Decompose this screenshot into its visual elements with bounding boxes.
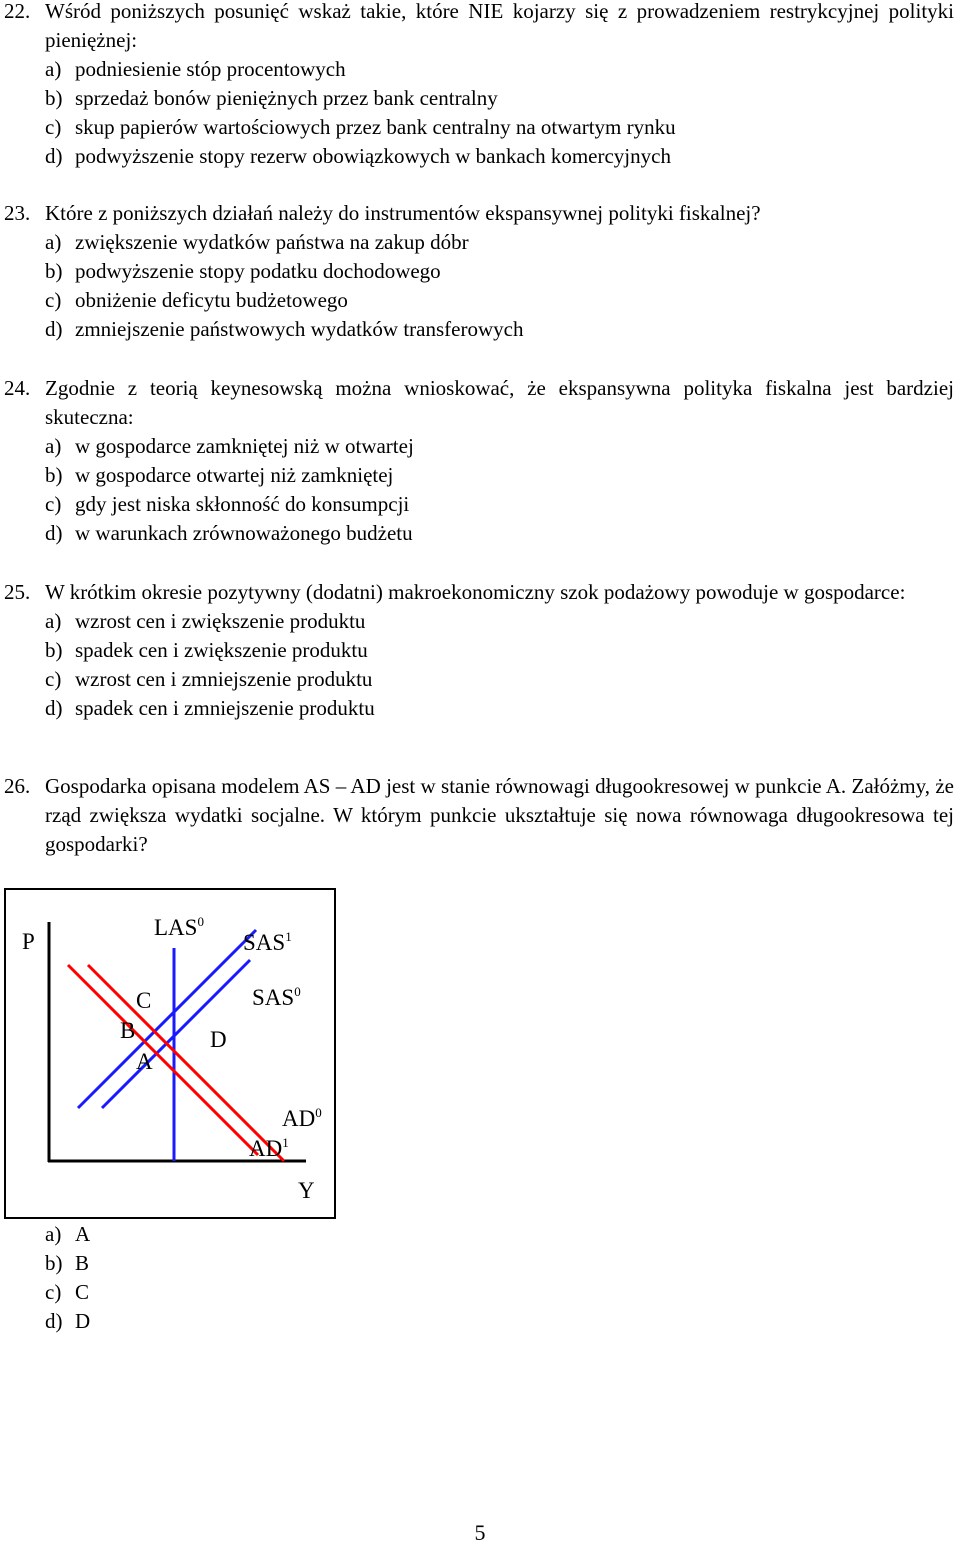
sas1-line (78, 930, 256, 1108)
sas1-label (243, 930, 292, 954)
answer-option (45, 55, 954, 84)
answer-option (45, 315, 954, 344)
point-a-label: A (136, 1049, 153, 1074)
question-26-options (0, 1220, 954, 1336)
answer-option (45, 607, 954, 636)
ad0-label-sup: 0 (315, 1105, 322, 1120)
option-text: wzrost cen i zmniejszenie produktu (75, 667, 373, 691)
option-text: w warunkach zrównoważonego budżetu (75, 521, 413, 545)
question-text: W krótkim okresie pozytywny (dodatni) makroekonomiczny szok podażowy powoduje w gospodarce: (45, 580, 906, 604)
sas1-label-base: SAS (243, 930, 286, 955)
option-text: w gospodarce otwartej niż zamkniętej (75, 463, 394, 487)
option-letter: b) (45, 259, 63, 283)
question-text: Które z poniższych działań należy do instrumentów ekspansywnej polityki fiskalnej? (45, 201, 761, 225)
point-b-label: B (120, 1018, 136, 1043)
option-letter: d) (45, 1309, 63, 1333)
option-letter: d) (45, 521, 63, 545)
as-ad-diagram (4, 888, 336, 1219)
option-text: spadek cen i zwiększenie produktu (75, 638, 368, 662)
option-text: B (75, 1251, 90, 1275)
ad0-label (282, 1106, 322, 1130)
option-text: podniesienie stóp procentowych (75, 57, 346, 81)
sas1-label-sup: 1 (285, 929, 292, 944)
answer-option (45, 665, 954, 694)
point-d-label: D (210, 1027, 227, 1052)
option-letter: c) (45, 492, 62, 516)
option-text: zmniejszenie państwowych wydatków transferowych (75, 317, 524, 341)
question-22 (0, 0, 954, 171)
question-number: 22. (4, 0, 31, 23)
option-letter: a) (45, 57, 62, 81)
option-text: obniżenie deficytu budżetowego (75, 288, 348, 312)
question-23 (0, 199, 954, 344)
option-text: D (75, 1309, 91, 1333)
question-number: 26. (4, 774, 31, 798)
question-26 (0, 772, 954, 859)
option-letter: d) (45, 317, 63, 341)
las0-label (154, 915, 204, 939)
answer-option (45, 1307, 954, 1336)
answer-option (45, 694, 954, 723)
option-letter: b) (45, 1251, 63, 1275)
sas0-label-sup: 0 (294, 984, 301, 999)
option-text: zwiększenie wydatków państwa na zakup dóbr (75, 230, 469, 254)
las0-label-sup: 0 (197, 914, 204, 929)
option-letter: c) (45, 1280, 62, 1304)
sas0-label-base: SAS (252, 985, 295, 1010)
option-letter: b) (45, 86, 63, 110)
option-letter: d) (45, 696, 63, 720)
option-letter: a) (45, 1222, 62, 1246)
answer-option (45, 257, 954, 286)
ad1-label-sup: 1 (282, 1135, 289, 1150)
option-text: podwyższenie stopy rezerw obowiązkowych w bankach komercyjnych (75, 144, 671, 168)
p-axis-label: P (22, 929, 35, 954)
answer-option (45, 84, 954, 113)
option-text: sprzedaż bonów pieniężnych przez bank centralny (75, 86, 498, 110)
ad1-label (249, 1136, 289, 1160)
answer-option (45, 461, 954, 490)
question-text: Gospodarka opisana modelem AS – AD jest w stanie równowagi długookresowej w punkcie A. Załóżmy, że rząd zwiększa wydatki socjalne. W którym punkcie ukształtuje się nowa równowaga długookresowa tej gospodarki? (45, 774, 954, 856)
y-axis-label: Y (298, 1178, 315, 1203)
answer-option (45, 432, 954, 461)
option-text: w gospodarce zamkniętej niż w otwartej (75, 434, 414, 458)
answer-option (45, 142, 954, 171)
question-number: 23. (4, 201, 31, 225)
option-text: podwyższenie stopy podatku dochodowego (75, 259, 441, 283)
answer-option (45, 1249, 954, 1278)
option-letter: a) (45, 230, 62, 254)
answer-option (45, 1220, 954, 1249)
option-letter: c) (45, 115, 62, 139)
ad1-label-base: AD (249, 1136, 283, 1161)
option-letter: b) (45, 638, 63, 662)
question-number: 24. (4, 376, 31, 400)
option-text: spadek cen i zmniejszenie produktu (75, 696, 375, 720)
option-text: wzrost cen i zwiększenie produktu (75, 609, 366, 633)
answer-option (45, 286, 954, 315)
answer-option (45, 113, 954, 142)
question-25 (0, 578, 954, 723)
option-text: C (75, 1280, 90, 1304)
option-letter: d) (45, 144, 63, 168)
option-letter: c) (45, 667, 62, 691)
answer-option (45, 228, 954, 257)
point-c-label: C (136, 988, 152, 1013)
answer-option (45, 490, 954, 519)
sas0-label (252, 985, 301, 1009)
las0-label-base: LAS (154, 915, 198, 940)
option-letter: b) (45, 463, 63, 487)
question-24 (0, 374, 954, 548)
option-text: gdy jest niska skłonność do konsumpcji (75, 492, 410, 516)
question-text: Zgodnie z teorią keynesowską można wnioskować, że ekspansywna polityka fiskalna jest bardziej skuteczna: (45, 376, 954, 429)
answer-option (45, 1278, 954, 1307)
option-letter: a) (45, 609, 62, 633)
page-number: 5 (474, 1520, 486, 1545)
answer-option (45, 519, 954, 548)
ad0-label-base: AD (282, 1106, 316, 1131)
answer-option (45, 636, 954, 665)
option-letter: a) (45, 434, 62, 458)
option-text: skup papierów wartościowych przez bank centralny na otwartym rynku (75, 115, 676, 139)
option-text: A (75, 1222, 91, 1246)
option-letter: c) (45, 288, 62, 312)
question-text: Wśród poniższych posunięć wskaż takie, które NIE kojarzy się z prowadzeniem restrykcyjnej polityki pieniężnej: (45, 0, 954, 52)
question-number: 25. (4, 580, 31, 604)
ad1-line (68, 965, 258, 1155)
